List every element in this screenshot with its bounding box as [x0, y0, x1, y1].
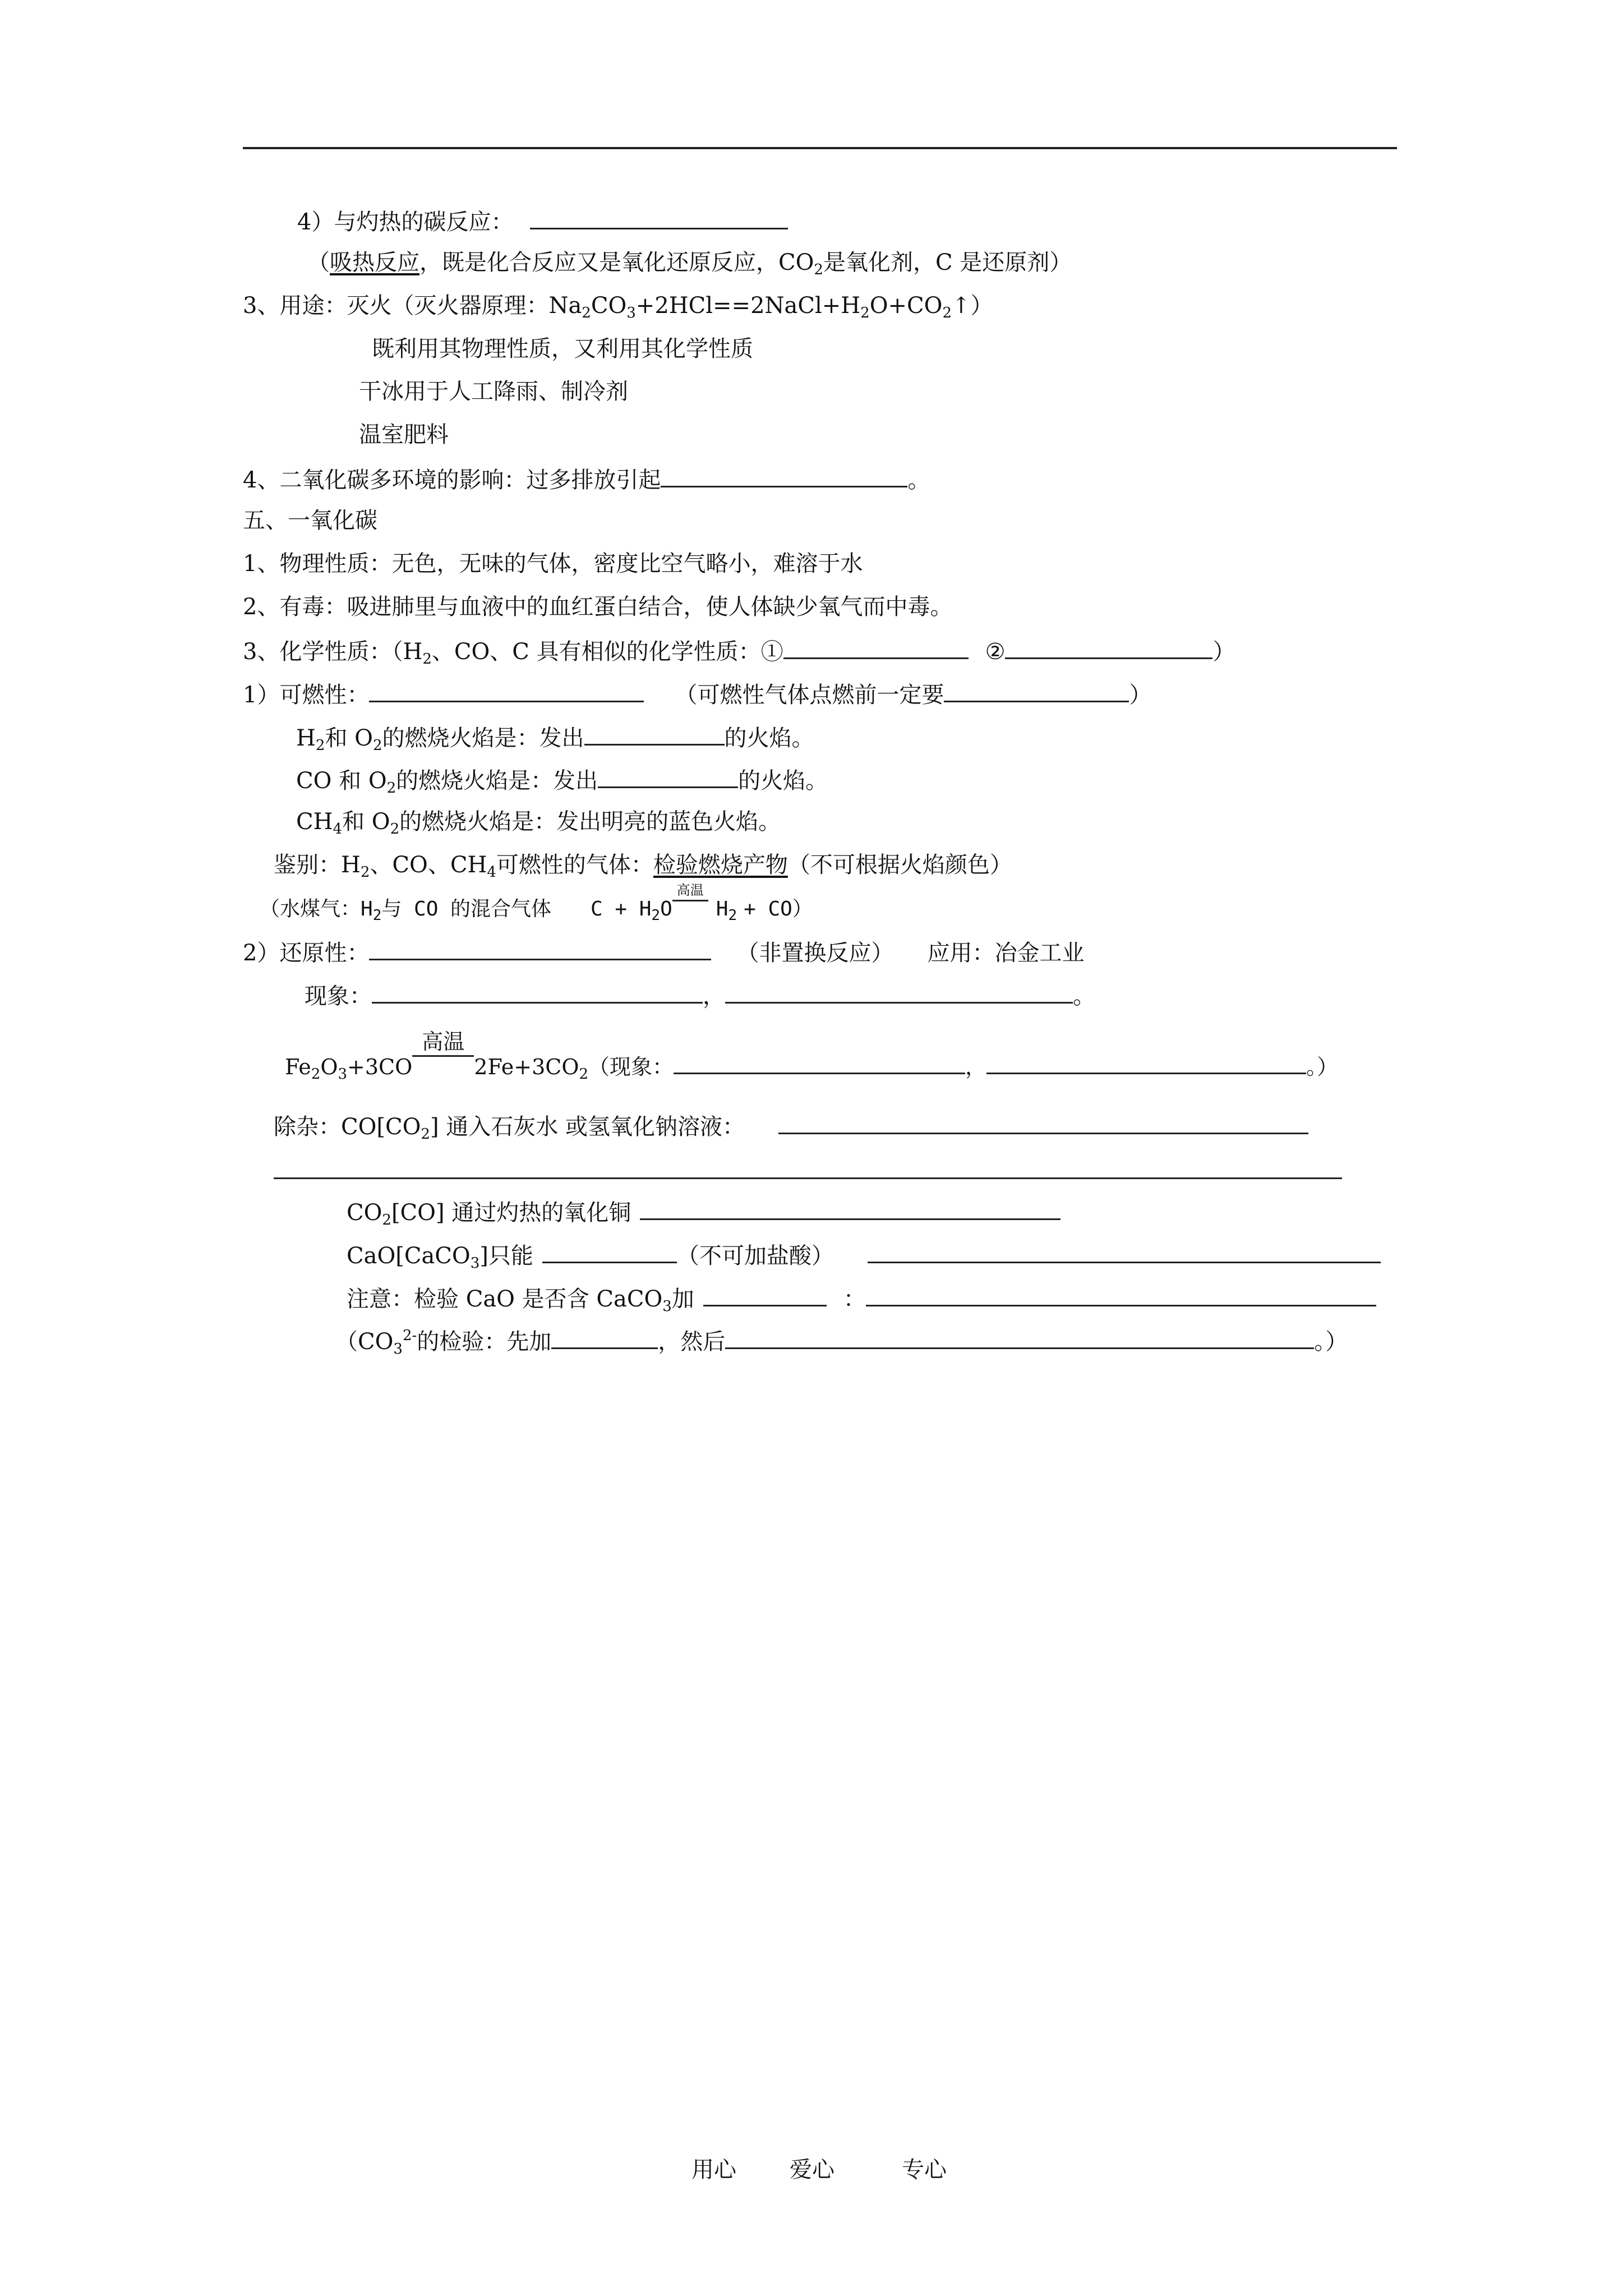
- text: CH: [296, 809, 333, 835]
- text: （CO: [335, 1329, 394, 1355]
- answer-blank[interactable]: [542, 1237, 677, 1263]
- text: 3、用途：灭火（灭火器原理：Na: [243, 293, 582, 319]
- line-remove-co: [347, 1194, 1061, 1230]
- answer-blank[interactable]: [530, 203, 788, 229]
- text: 1、物理性质：无色，无味的气体，密度比空气略小，难溶于水: [243, 551, 863, 577]
- text: 现象：: [305, 983, 372, 1009]
- subscript: 2: [860, 305, 870, 321]
- text: 、CO、CH: [370, 852, 487, 878]
- footer-text-3: 专心: [902, 2157, 947, 2183]
- text: ，: [703, 983, 725, 1009]
- answer-blank[interactable]: [1005, 633, 1212, 659]
- text: 1）可燃性：: [243, 682, 370, 708]
- text: 应用：冶金工业: [927, 940, 1085, 966]
- subscript: 3: [393, 1341, 403, 1358]
- subscript: 2: [422, 651, 432, 668]
- text: 4）与灼热的碳反应：: [297, 209, 514, 235]
- text: C + H: [591, 898, 652, 921]
- line-iron-oxide-reduction: [285, 1029, 1339, 1084]
- subscript: 4: [487, 864, 496, 881]
- text: 和 O: [342, 809, 390, 835]
- text: 的燃烧火焰是：发出明亮的蓝色火焰。: [399, 809, 781, 835]
- text: 4、二氧化碳多环境的影响：过多排放引起: [243, 467, 661, 493]
- text: 的燃烧火焰是：发出: [396, 768, 598, 794]
- text: ②: [985, 639, 1006, 665]
- text: Fe: [285, 1055, 311, 1079]
- line-endothermic-note: [307, 246, 1072, 279]
- subscript: 2: [582, 305, 591, 321]
- text: 的检验：先加: [417, 1329, 552, 1355]
- text: 的火焰。: [738, 768, 828, 794]
- text: 2Fe+3CO: [474, 1055, 579, 1079]
- line-h2-flame: [296, 719, 814, 755]
- answer-blank[interactable]: [778, 1108, 1308, 1134]
- text: 3、化学性质：（H: [243, 639, 423, 665]
- line-chemical: [243, 633, 1235, 669]
- text: 2）还原性：: [243, 940, 370, 966]
- subscript: 2: [728, 907, 737, 924]
- text: H: [296, 725, 316, 751]
- line-uses-3: [359, 375, 628, 408]
- answer-blank[interactable]: [598, 762, 738, 788]
- reaction-condition: [672, 882, 708, 915]
- text: [CO] 通过灼热的氧化铜: [391, 1200, 631, 1226]
- text: 。）: [1314, 1329, 1348, 1355]
- text: 的火焰。: [724, 725, 814, 751]
- text: （水煤气：H: [260, 898, 373, 921]
- text: ，: [965, 1055, 987, 1079]
- line-carbonate-test: [335, 1323, 1348, 1359]
- underlined-term: 吸热反应: [330, 250, 419, 275]
- answer-blank[interactable]: [725, 977, 1073, 1004]
- text: 的燃烧火焰是：发出: [382, 725, 584, 751]
- text: （不可加盐酸）: [676, 1243, 834, 1269]
- text: CO: [591, 293, 627, 319]
- answer-blank[interactable]: [944, 676, 1129, 702]
- line-ch4-flame: [296, 805, 781, 839]
- answer-blank[interactable]: [783, 633, 969, 659]
- header-rule: [243, 147, 1397, 149]
- text: 注意：检验 CaO 是否含 CaCO: [347, 1286, 663, 1312]
- line-remove-caco3: [347, 1237, 1381, 1273]
- subscript: 2: [386, 780, 396, 797]
- condition-label: 高温: [676, 882, 704, 898]
- text: （可燃性气体点燃前一定要: [675, 682, 944, 708]
- text: 。）: [1306, 1055, 1339, 1079]
- text: CaO[CaCO: [347, 1243, 471, 1269]
- text: 、CO、C 具有相似的化学性质：①: [431, 639, 783, 665]
- text: （非置换反应）: [736, 940, 894, 966]
- text: 干冰用于人工降雨、制冷剂: [359, 379, 628, 404]
- line-reducibility: [243, 934, 1084, 970]
- subscript: 3: [662, 1298, 672, 1315]
- text: （: [307, 250, 330, 275]
- text: ↑）: [951, 293, 993, 319]
- condition-bar: [672, 900, 708, 901]
- answer-blank[interactable]: [640, 1194, 1061, 1220]
- answer-blank[interactable]: [674, 1048, 965, 1074]
- text: 是氧化剂，C 是还原剂）: [823, 250, 1072, 275]
- answer-blank[interactable]: [703, 1280, 827, 1306]
- text: 。: [907, 467, 930, 493]
- line-combustibility: [243, 676, 1151, 712]
- text: 加: [671, 1286, 694, 1312]
- text: 五、一氧化碳: [243, 508, 377, 533]
- text: CO: [347, 1200, 382, 1226]
- answer-blank[interactable]: [866, 1280, 1376, 1306]
- line-toxic: [243, 590, 952, 624]
- subscript: 2: [382, 1212, 391, 1228]
- line-uses-2: [372, 332, 753, 366]
- underlined-term: 检验燃烧产物: [653, 852, 788, 878]
- text: H: [716, 898, 728, 921]
- answer-blank[interactable]: [274, 1153, 1342, 1179]
- line-remove-co2: [274, 1108, 1308, 1144]
- subscript: 2: [311, 1066, 321, 1083]
- subscript: 3: [470, 1255, 480, 1272]
- text: ]只能: [479, 1243, 533, 1269]
- subscript: 2: [579, 1066, 589, 1083]
- text: 和 O: [325, 725, 373, 751]
- line-carbon-reaction: [297, 203, 788, 239]
- line-co-flame: [296, 762, 828, 798]
- subscript: 3: [338, 1066, 348, 1083]
- answer-blank[interactable]: [372, 977, 703, 1004]
- text: +2HCl==2NaCl+H: [635, 293, 861, 319]
- text: （现象：: [588, 1055, 674, 1079]
- answer-blank[interactable]: [369, 676, 644, 702]
- text: 。: [1073, 983, 1095, 1009]
- line-environment: [243, 461, 930, 497]
- answer-blank[interactable]: [661, 461, 907, 487]
- text: +3CO: [347, 1055, 413, 1079]
- line-identification: [274, 848, 1012, 882]
- text: ）: [1212, 639, 1235, 665]
- text: ] 通入石灰水 或氢氧化钠溶液：: [430, 1114, 745, 1140]
- text: ：: [843, 1286, 866, 1312]
- footer-text-2: 爱心: [790, 2157, 834, 2183]
- condition-label: 高温: [422, 1029, 465, 1054]
- answer-blank[interactable]: [868, 1237, 1381, 1263]
- subscript: 2: [814, 261, 823, 278]
- line-uses: [243, 289, 993, 323]
- text: 温室肥料: [359, 422, 449, 448]
- text: O+CO: [869, 293, 943, 319]
- text: ）: [1129, 682, 1152, 708]
- answer-blank[interactable]: [369, 934, 711, 960]
- condition-bar: [412, 1055, 474, 1057]
- text: O: [660, 898, 672, 921]
- subscript: 2: [372, 907, 382, 924]
- text: O: [320, 1055, 338, 1079]
- text: CO 和 O: [296, 768, 387, 794]
- text: 除杂：CO[CO: [274, 1114, 421, 1140]
- line-phenomenon: [305, 977, 1095, 1013]
- answer-blank[interactable]: [551, 1323, 658, 1349]
- text: 可燃性的气体：: [496, 852, 653, 878]
- subscript: 2: [372, 737, 382, 754]
- text: ，然后: [658, 1329, 726, 1355]
- section-heading-co: [243, 504, 377, 537]
- answer-blank[interactable]: [584, 719, 725, 746]
- subscript: 2: [390, 821, 400, 838]
- text: + CO）: [744, 898, 813, 921]
- subscript: 2: [651, 907, 661, 924]
- line-physical: [243, 547, 863, 581]
- text: 与 CO 的混合气体: [381, 898, 552, 921]
- superscript: 2-: [402, 1327, 417, 1344]
- text: ，既是化合反应又是氧化还原反应，CO: [419, 250, 814, 275]
- text: 2、有毒：吸进肺里与血液中的血红蛋白结合，使人体缺少氧气而中毒。: [243, 594, 953, 620]
- subscript: 2: [315, 737, 325, 754]
- text: （不可根据火焰颜色）: [787, 852, 1012, 878]
- line-uses-4: [359, 418, 449, 452]
- subscript: 4: [333, 821, 343, 838]
- subscript: 2: [942, 305, 952, 321]
- answer-blank[interactable]: [725, 1323, 1314, 1349]
- text: 既利用其物理性质，又利用其化学性质: [372, 336, 753, 362]
- answer-blank[interactable]: [986, 1048, 1306, 1074]
- subscript: 2: [360, 864, 370, 881]
- subscript: 2: [421, 1126, 430, 1143]
- line-water-gas: [260, 882, 813, 926]
- reaction-condition: [412, 1029, 474, 1074]
- footer-text-1: 用心: [691, 2157, 736, 2183]
- subscript: 3: [626, 305, 636, 321]
- line-cao-check: [347, 1280, 1376, 1316]
- text: 鉴别：H: [274, 852, 361, 878]
